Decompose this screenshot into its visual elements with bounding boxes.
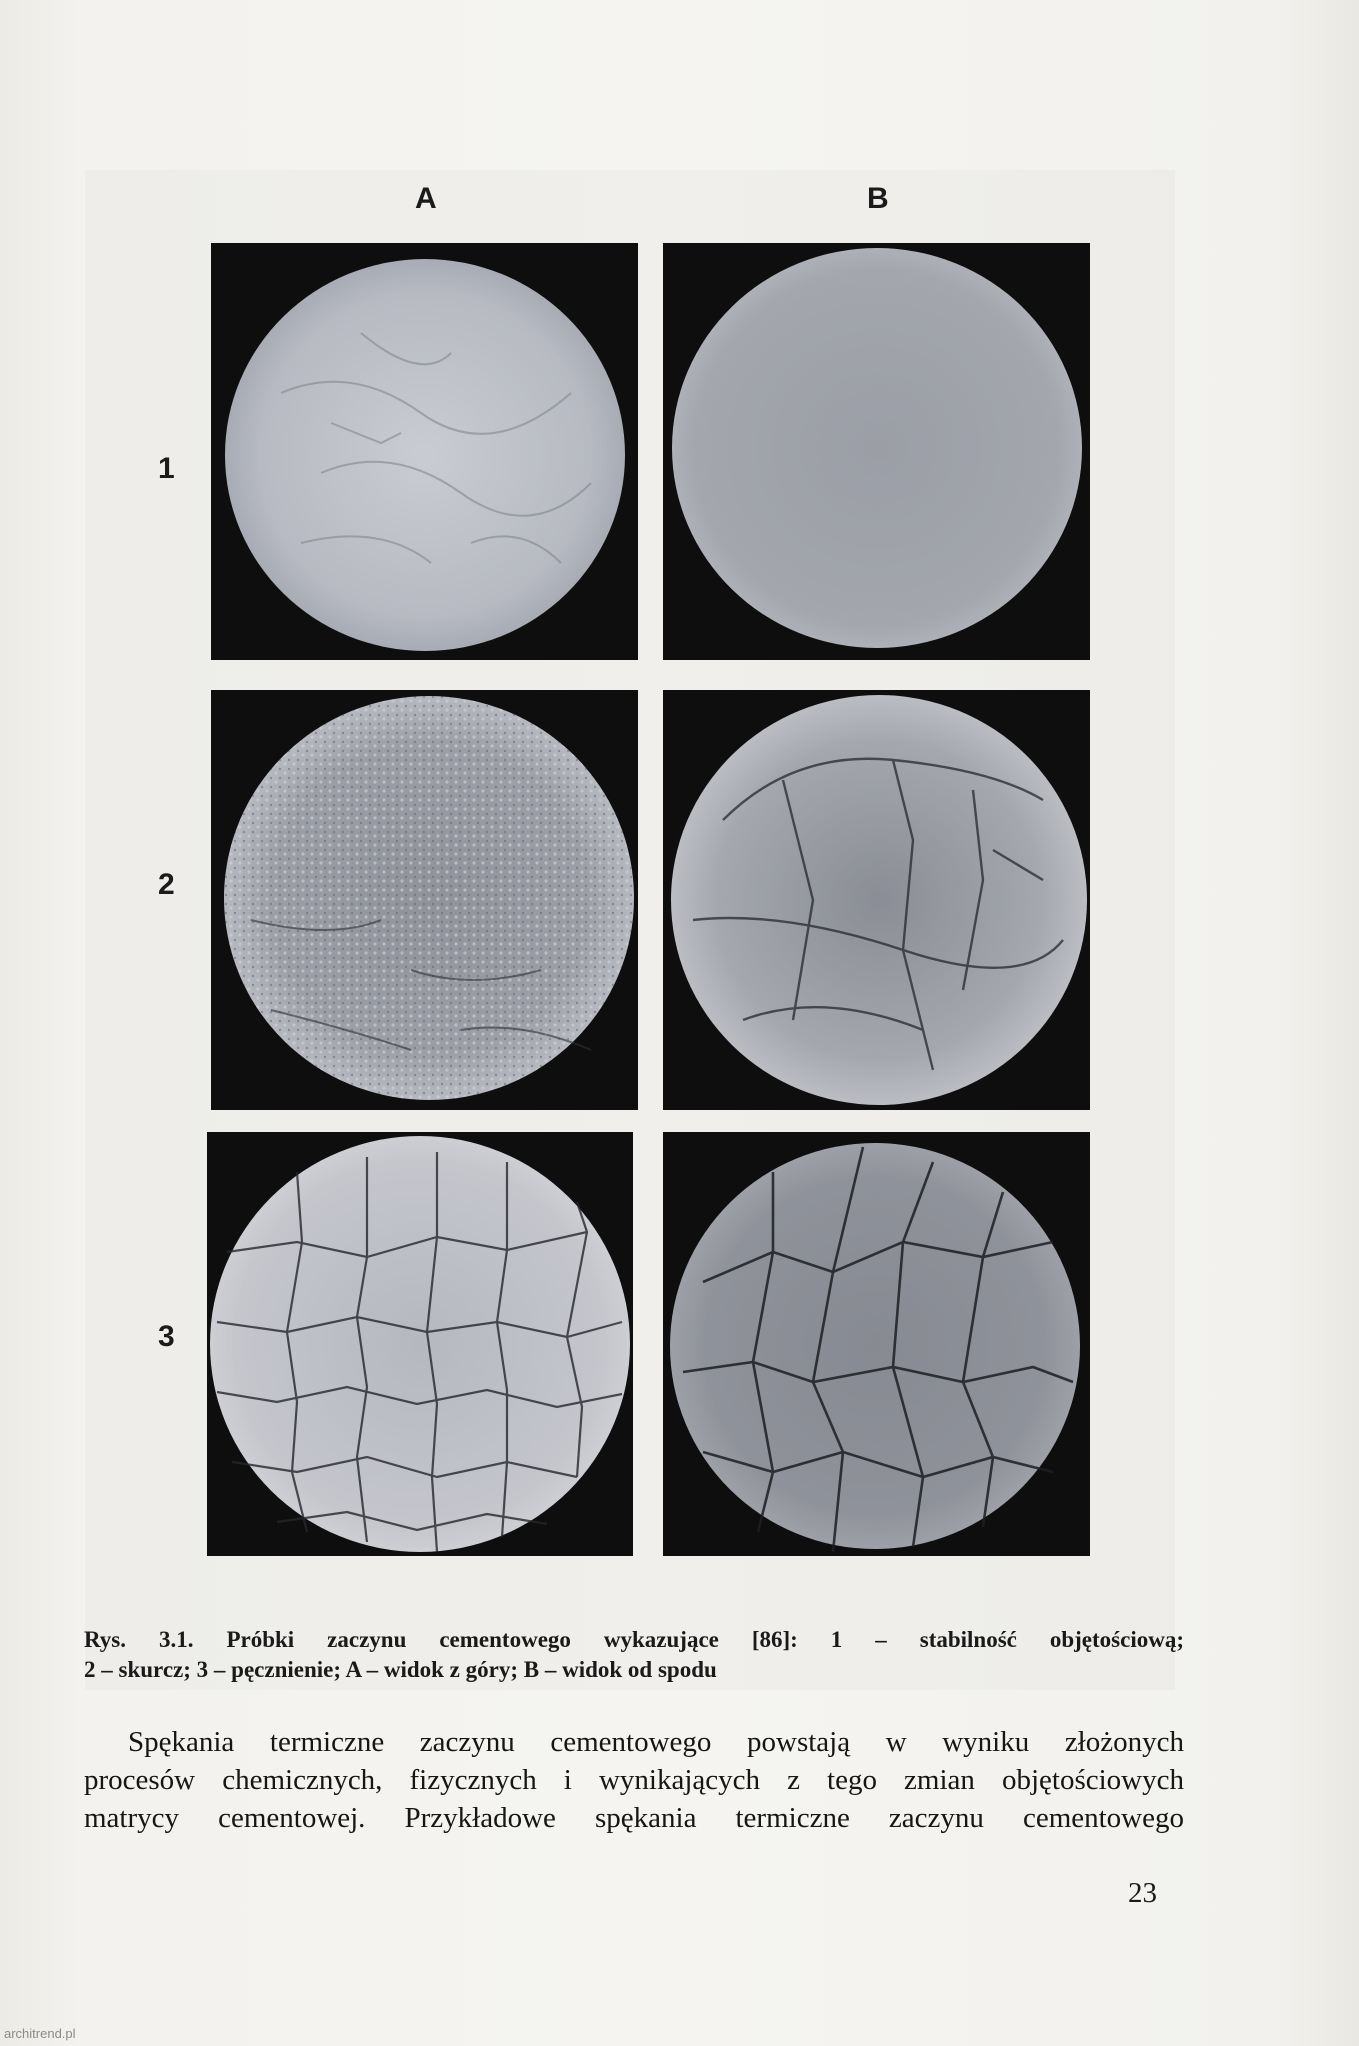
- row-label-1: 1: [158, 452, 175, 485]
- row-label-2: 2: [158, 868, 175, 901]
- figure-caption: [84, 1625, 1184, 1685]
- body-line-1: Spękania termiczne zaczynu cementowego powstają w wyniku złożonych: [128, 1726, 1184, 1758]
- body-paragraph: [84, 1723, 1184, 1837]
- sample-photo-1b: [663, 243, 1090, 660]
- row-label-3: 3: [158, 1320, 175, 1353]
- body-line-2: procesów chemicznych, fizycznych i wynikających z tego zmian objętościowych: [84, 1764, 1184, 1796]
- sample-photo-3b: [663, 1132, 1090, 1556]
- body-line-3: matrycy cementowej. Przykładowe spękania termiczne zaczynu cementowego: [84, 1802, 1184, 1834]
- sample-photo-2b: [663, 690, 1090, 1110]
- sample-photo-3a: [207, 1132, 633, 1556]
- sample-photo-1a: [211, 243, 638, 660]
- caption-line-2: 2 – skurcz; 3 – pęcznienie; A – widok z góry; B – widok od spodu: [84, 1657, 717, 1682]
- sample-photo-2a: [211, 690, 638, 1110]
- column-label-b: B: [867, 182, 889, 215]
- page-number: 23: [1128, 1877, 1157, 1909]
- watermark: architrend.pl: [4, 2026, 76, 2041]
- column-label-a: A: [415, 182, 437, 215]
- caption-line-1: Rys. 3.1. Próbki zaczynu cementowego wykazujące [86]: 1 – stabilność objętościową;: [84, 1627, 1184, 1652]
